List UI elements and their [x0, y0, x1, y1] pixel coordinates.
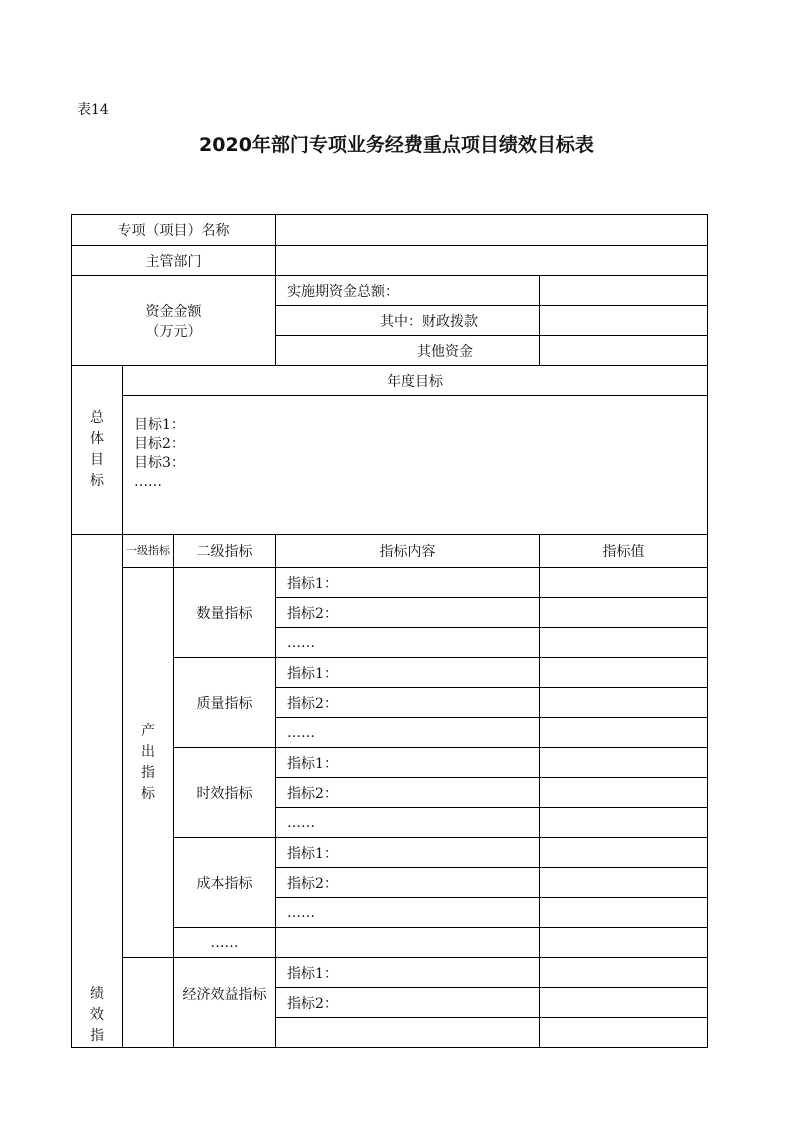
indicator-item [276, 1018, 540, 1048]
output-label-char: 出 [141, 743, 155, 760]
output-label-char: 产 [141, 722, 155, 739]
indicator-value-cell[interactable] [540, 868, 708, 898]
funds-other-value[interactable] [540, 336, 708, 366]
output-indicator-label [123, 568, 174, 958]
goal-item: 目标2： [134, 436, 185, 452]
department-label: 主管部门 [72, 246, 276, 276]
indicator-value-cell[interactable] [540, 568, 708, 598]
funds-label-line2: （万元） [145, 323, 202, 340]
indicator-value-cell[interactable] [540, 928, 708, 958]
indicator-item: 指标1： [276, 958, 540, 988]
indicator-value-cell[interactable] [540, 808, 708, 838]
annual-goal-content[interactable] [123, 396, 708, 535]
indicator-value-cell[interactable] [540, 628, 708, 658]
form-number: 表14 [77, 102, 109, 118]
indicator-item: …… [276, 718, 540, 748]
indicator-value-cell[interactable] [540, 838, 708, 868]
indicator-value-cell[interactable] [540, 598, 708, 628]
annual-goal-header: 年度目标 [123, 366, 708, 396]
level1-indicator-header: 一级指标 [123, 535, 174, 568]
indicator-item: 指标2： [276, 688, 540, 718]
indicator-item: 指标1： [276, 568, 540, 598]
indicator-value-cell[interactable] [540, 718, 708, 748]
indicator-item: …… [276, 808, 540, 838]
overall-goal-char: 标 [90, 473, 104, 489]
perf-label-char: 指 [90, 1028, 104, 1044]
project-name-value[interactable] [276, 215, 708, 246]
overall-goal-char: 体 [90, 431, 104, 447]
indicator-item: 指标2： [276, 598, 540, 628]
indicator-value-cell[interactable] [540, 658, 708, 688]
indicator-item: …… [276, 898, 540, 928]
indicator-item: 指标2： [276, 868, 540, 898]
indicator-value-cell[interactable] [540, 1018, 708, 1048]
overall-goal-char: 目 [90, 452, 104, 468]
page-title: 2020年部门专项业务经费重点项目绩效目标表 [199, 134, 594, 156]
economic-benefit-indicator-label: 经济效益指标 [174, 958, 276, 1048]
performance-target-table [71, 214, 708, 1048]
goal-item: …… [134, 474, 162, 490]
perf-label-char: 效 [90, 1007, 104, 1023]
indicator-content-cell[interactable] [276, 928, 540, 958]
indicator-value-cell[interactable] [540, 688, 708, 718]
quantity-indicator-label: 数量指标 [174, 568, 276, 658]
funds-total-label: 实施期资金总额： [276, 276, 540, 306]
more-indicators-label: …… [174, 928, 276, 958]
indicator-item: 指标2： [276, 778, 540, 808]
funds-total-value[interactable] [540, 276, 708, 306]
performance-indicator-label [72, 535, 123, 1048]
indicator-item: …… [276, 628, 540, 658]
overall-goal-char: 总 [90, 410, 104, 426]
indicator-item: 指标1： [276, 658, 540, 688]
goal-item: 目标1： [134, 417, 185, 433]
funds-fiscal-label: 其中：财政拨款 [276, 306, 540, 336]
indicator-value-cell[interactable] [540, 748, 708, 778]
level2-indicator-header: 二级指标 [174, 535, 276, 568]
performance-target-table-area [71, 214, 708, 1044]
benefit-indicator-label [123, 958, 174, 1048]
quality-indicator-label: 质量指标 [174, 658, 276, 748]
funds-label-line1: 资金金额 [145, 303, 202, 320]
funds-fiscal-value[interactable] [540, 306, 708, 336]
project-name-label: 专项（项目）名称 [72, 215, 276, 246]
indicator-item: 指标1： [276, 748, 540, 778]
indicator-value-cell[interactable] [540, 988, 708, 1018]
timeliness-indicator-label: 时效指标 [174, 748, 276, 838]
indicator-value-header: 指标值 [540, 535, 708, 568]
indicator-value-cell[interactable] [540, 778, 708, 808]
indicator-content-header: 指标内容 [276, 535, 540, 568]
indicator-item: 指标2： [276, 988, 540, 1018]
perf-label-char: 绩 [90, 986, 104, 1002]
goal-item: 目标3： [134, 455, 185, 471]
output-label-char: 指 [141, 764, 155, 781]
indicator-value-cell[interactable] [540, 958, 708, 988]
cost-indicator-label: 成本指标 [174, 838, 276, 928]
funds-other-label: 其他资金 [276, 336, 540, 366]
funds-label [72, 276, 276, 366]
output-label-char: 标 [141, 785, 155, 802]
indicator-item: 指标1： [276, 838, 540, 868]
overall-goal-label [72, 366, 123, 535]
department-value[interactable] [276, 246, 708, 276]
indicator-value-cell[interactable] [540, 898, 708, 928]
